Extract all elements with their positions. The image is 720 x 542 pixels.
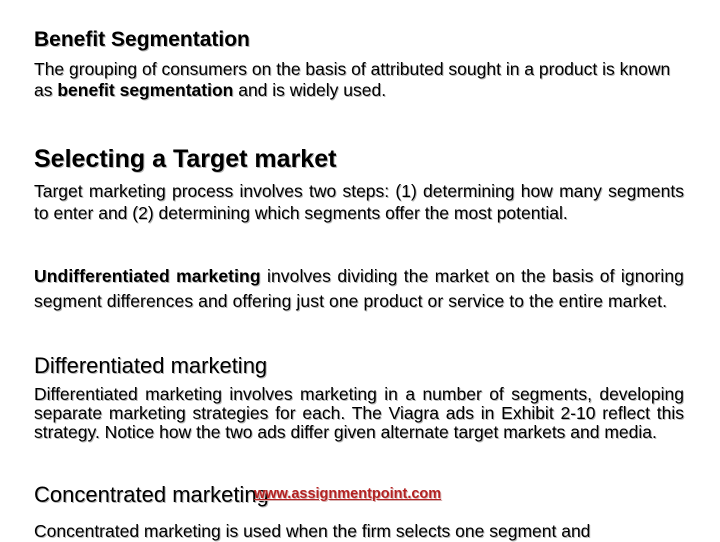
undifferentiated-paragraph [34,264,684,314]
benefit-segmentation-paragraph [34,59,684,101]
undifferentiated-bold: Undifferentiated marketing [34,266,261,286]
undifferentiated-text: involves dividing the market on the basis of ignoring segment differences and offering just one product or service to the entire market. [34,266,684,311]
benefit-text-part-2: and is widely used. [233,80,387,100]
benefit-segmentation-heading: Benefit Segmentation [34,28,250,51]
target-market-paragraph: Target marketing process involves two steps: (1) determining how many segments to enter and (2) determining which segments offer the most potential. [34,181,684,223]
concentrated-heading: Concentrated marketing [34,482,269,507]
benefit-text-bold: benefit segmentation [57,80,234,100]
differentiated-heading: Differentiated marketing [34,353,268,378]
target-market-heading: Selecting a Target market [34,145,337,173]
benefit-text-part-1: The grouping of consumers on the basis of attributed sought in a product is known as [34,59,671,100]
assignmentpoint-link[interactable]: www.assignmentpoint.com [254,486,442,502]
concentrated-paragraph: Concentrated marketing is used when the firm selects one segment and [34,521,591,541]
differentiated-paragraph: Differentiated marketing involves marketing in a number of segments, developing separate marketing strategies for each. The Viagra ads in Exhibit 2-10 reflect this strategy. Notice how the two ads differ given alternate target markets and media. [34,384,684,442]
